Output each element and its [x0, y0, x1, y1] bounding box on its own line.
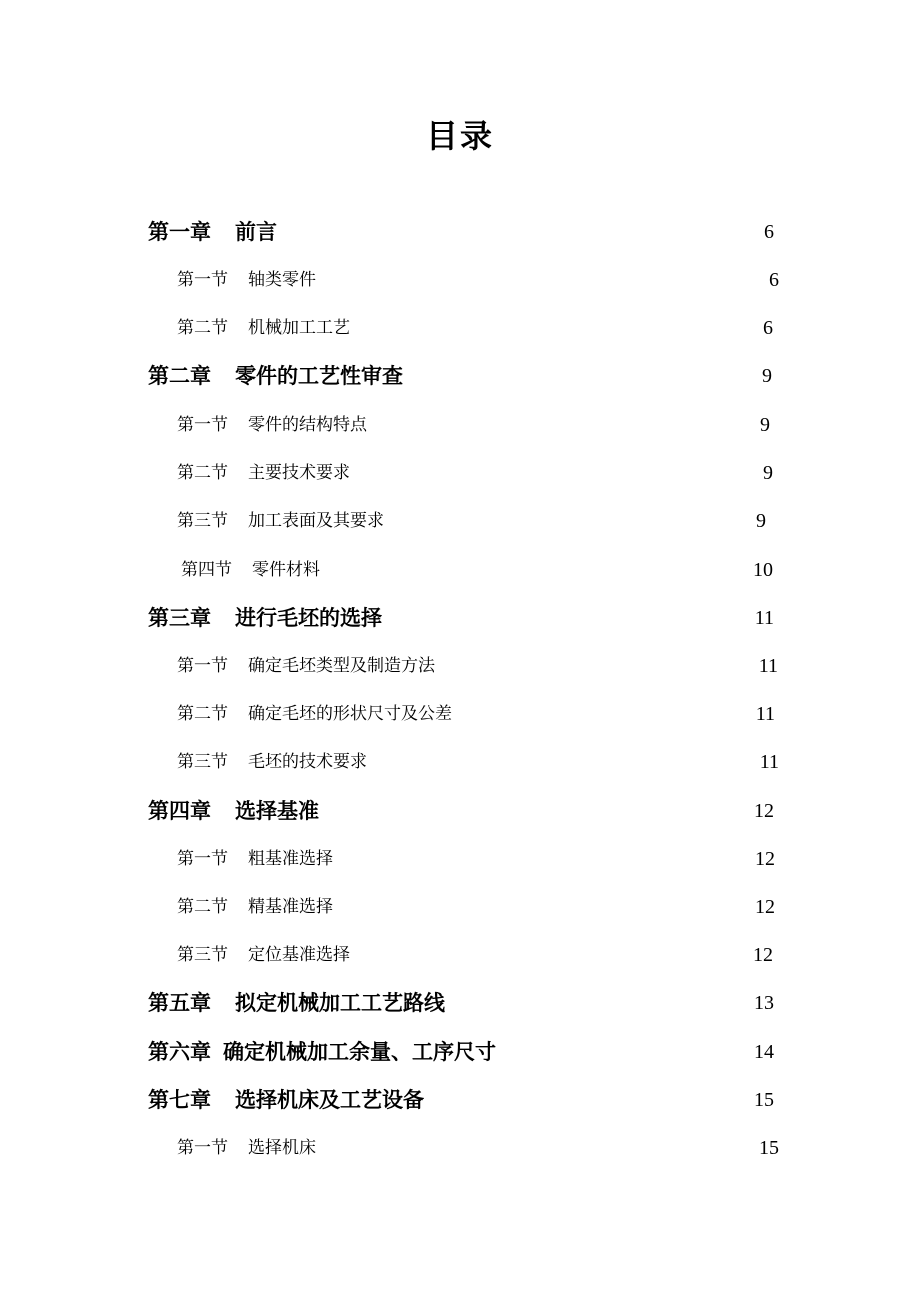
toc-entry-number: 第二节	[177, 704, 228, 724]
toc-page-number: 15	[754, 1089, 774, 1111]
toc-entry-text	[148, 793, 319, 829]
page-title: 目录	[425, 117, 494, 155]
toc-entry-section[interactable]	[0, 407, 920, 443]
toc-entry-name: 确定机械加工余量、工序尺寸	[223, 1040, 496, 1064]
toc-entry-text	[148, 600, 382, 636]
toc-entry-number: 第三节	[177, 511, 228, 531]
toc-page-number: 11	[755, 703, 775, 725]
toc-entry-number: 第一节	[177, 849, 228, 869]
toc-entry-text	[177, 648, 435, 684]
toc-entry-number: 第四节	[181, 560, 232, 580]
toc-entry-text	[177, 889, 333, 925]
toc-entry-section[interactable]	[0, 552, 920, 588]
toc-entry-section[interactable]	[0, 696, 920, 732]
toc-entry-chapter[interactable]	[0, 600, 920, 636]
toc-entry-text	[177, 262, 316, 298]
toc-entry-chapter[interactable]	[0, 214, 920, 250]
toc-page-number: 12	[755, 896, 775, 918]
toc-entry-number: 第二章	[148, 364, 211, 388]
toc-entry-section[interactable]	[0, 889, 920, 925]
toc-entry-section[interactable]	[0, 648, 920, 684]
toc-entry-number: 第一节	[177, 1138, 228, 1158]
toc-entry-text	[177, 696, 452, 732]
toc-entry-text	[177, 744, 367, 780]
toc-entry-number: 第二节	[177, 897, 228, 917]
toc-entry-number: 第一节	[177, 270, 228, 290]
toc-entry-section[interactable]	[0, 455, 920, 491]
toc-entry-chapter[interactable]	[0, 793, 920, 829]
toc-entry-section[interactable]	[0, 310, 920, 346]
toc-entry-text	[181, 552, 320, 588]
toc-entry-number: 第一章	[148, 220, 211, 244]
toc-entry-name: 机械加工工艺	[248, 318, 350, 338]
toc-entry-section[interactable]	[0, 937, 920, 973]
toc-page-number: 10	[753, 559, 773, 581]
toc-entry-name: 定位基准选择	[248, 945, 350, 965]
toc-entry-number: 第一节	[177, 656, 228, 676]
toc-page-number: 9	[760, 414, 770, 436]
toc-entry-text	[148, 1082, 424, 1118]
toc-entry-text	[177, 503, 384, 539]
toc-entry-name: 轴类零件	[248, 270, 316, 290]
toc-page-number: 14	[754, 1041, 774, 1063]
toc-entry-text	[148, 1034, 496, 1070]
toc-page-number: 11	[754, 607, 774, 629]
toc-entry-name: 选择机床	[248, 1138, 316, 1158]
toc-entry-name: 主要技术要求	[248, 463, 350, 483]
toc-entry-name: 粗基准选择	[248, 849, 333, 869]
toc-entry-text	[177, 841, 333, 877]
toc-entry-section[interactable]	[0, 262, 920, 298]
toc-entry-text	[148, 214, 277, 250]
toc-page-number: 9	[756, 510, 766, 532]
toc-entry-number: 第三章	[148, 606, 211, 630]
toc-entry-name: 零件材料	[252, 560, 320, 580]
toc-page-number: 15	[759, 1137, 779, 1159]
toc-entry-text	[148, 358, 403, 394]
toc-page-number: 6	[769, 269, 779, 291]
toc-entry-name: 选择机床及工艺设备	[235, 1088, 424, 1112]
toc-entry-text	[177, 407, 367, 443]
toc-entry-chapter[interactable]	[0, 1082, 920, 1118]
toc-entry-number: 第一节	[177, 415, 228, 435]
toc-entry-section[interactable]	[0, 744, 920, 780]
toc-entry-name: 毛坯的技术要求	[248, 752, 367, 772]
toc-entry-name: 零件的结构特点	[248, 415, 367, 435]
toc-page-number: 9	[763, 462, 773, 484]
toc-page-number: 12	[753, 944, 773, 966]
toc-entry-number: 第六章	[148, 1040, 211, 1064]
toc-entry-number: 第三节	[177, 945, 228, 965]
toc-entry-section[interactable]	[0, 1130, 920, 1166]
toc-entry-section[interactable]	[0, 841, 920, 877]
toc-entry-text	[177, 937, 350, 973]
toc-page-number: 12	[754, 800, 774, 822]
toc-page-number: 6	[764, 221, 774, 243]
toc-entry-number: 第七章	[148, 1088, 211, 1112]
toc-entry-name: 拟定机械加工工艺路线	[235, 991, 445, 1015]
toc-entry-chapter[interactable]	[0, 1034, 920, 1070]
toc-entry-name: 进行毛坯的选择	[235, 606, 382, 630]
toc-entry-text	[177, 1130, 316, 1166]
toc-entry-text	[148, 985, 445, 1021]
toc-page-number: 11	[758, 655, 778, 677]
toc-entry-text	[177, 310, 350, 346]
toc-entry-number: 第二节	[177, 318, 228, 338]
toc-entry-name: 加工表面及其要求	[248, 511, 384, 531]
toc-page-number: 12	[755, 848, 775, 870]
toc-page-number: 9	[762, 365, 772, 387]
toc-entry-number: 第三节	[177, 752, 228, 772]
toc-entry-name: 选择基准	[235, 799, 319, 823]
toc-page-number: 6	[763, 317, 773, 339]
toc-entry-section[interactable]	[0, 503, 920, 539]
toc-entry-name: 前言	[235, 220, 277, 244]
toc-entry-chapter[interactable]	[0, 358, 920, 394]
toc-entry-name: 确定毛坯的形状尺寸及公差	[248, 704, 452, 724]
toc-entry-chapter[interactable]	[0, 985, 920, 1021]
toc-entry-name: 确定毛坯类型及制造方法	[248, 656, 435, 676]
toc-page-number: 13	[754, 992, 774, 1014]
toc-entry-text	[177, 455, 350, 491]
toc-entry-name: 零件的工艺性审查	[235, 364, 403, 388]
toc-entry-number: 第二节	[177, 463, 228, 483]
toc-entry-number: 第四章	[148, 799, 211, 823]
toc-page-number: 11	[759, 751, 779, 773]
toc-entry-name: 精基准选择	[248, 897, 333, 917]
toc-entry-number: 第五章	[148, 991, 211, 1015]
